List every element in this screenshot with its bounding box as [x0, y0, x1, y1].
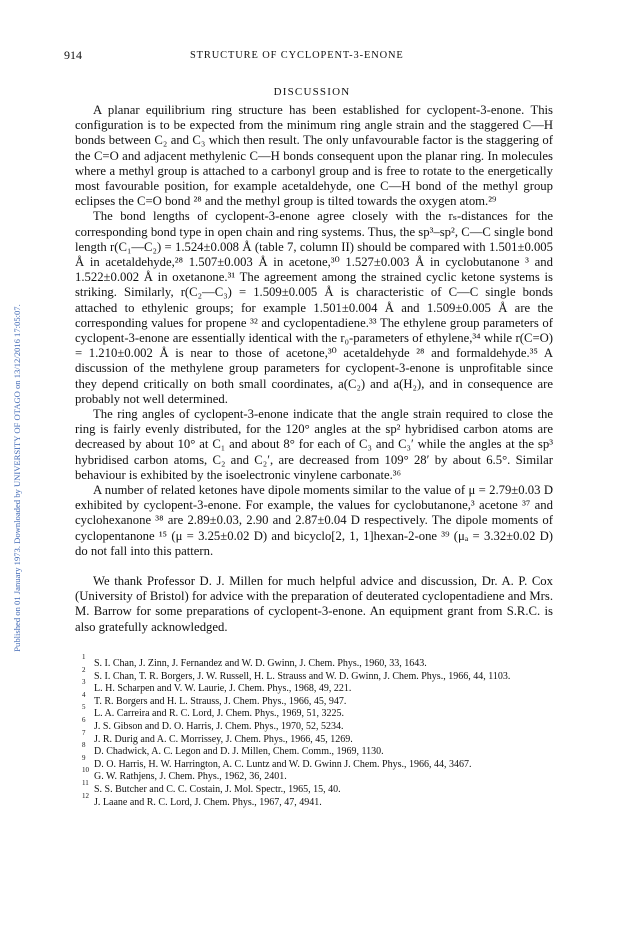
- acknowledgement: [75, 574, 553, 635]
- reference-text: J. S. Gibson and D. O. Harris, J. Chem. Phys., 1970, 52, 5234.: [94, 720, 344, 732]
- reference-item: 2 S. I. Chan, T. R. Borgers, J. W. Russell, H. L. Strauss and W. D. Gwinn, J. Chem. Phys., 1966, 44, 1103.: [82, 665, 511, 682]
- paragraph: A planar equilibrium ring structure has been established for cyclopent-3-enone. This configuration is to be expected from the minimum ring angle strain and the staggered C—H bonds between C₂ and C₃ which then result. The only unfavourable factor is the staggering of the C=O and adjacent methylenic C—H bonds consequent upon the planar ring. In molecules where a methyl group is attached to a carbonyl group and is free to rotate to the energetically most favourable position, for example acetaldehyde, one C—H bond of the methyl group eclipses the C=O bond ²⁸ and the methyl group is tilted towards the oxygen atom.²⁹: [75, 103, 553, 209]
- reference-text: L. H. Scharpen and V. W. Laurie, J. Chem. Phys., 1968, 49, 221.: [94, 683, 352, 695]
- reference-item: 8 D. Chadwick, A. C. Legon and D. J. Millen, Chem. Comm., 1969, 1130.: [82, 741, 384, 758]
- section-heading: DISCUSSION: [273, 86, 351, 98]
- reference-text: G. W. Rathjens, J. Chem. Phys., 1962, 36, 2401.: [94, 771, 287, 783]
- reference-text: T. R. Borgers and H. L. Strauss, J. Chem. Phys., 1966, 45, 947.: [94, 695, 347, 707]
- paragraph: A number of related ketones have dipole moments similar to the value of μ = 2.79±0.03 D exhibited by cyclopent-3-enone. For example, the values for cyclobutanone,³ acetone ³⁷ and cyclohexanone ³⁸ are 2.89±0.03, 2.90 and 2.87±0.04 D respectively. The dipole moments of cyclopentanone ¹⁵ (μ = 3.25±0.02 D) and bicyclo[2, 1, 1]hexan-2-one ³⁹ (μₐ = 3.32±0.02 D) do not fall into this pattern.: [75, 483, 553, 558]
- reference-item: 11 S. S. Butcher and C. C. Costain, J. Mol. Spectr., 1965, 15, 40.: [82, 778, 341, 795]
- reference-item: 4 T. R. Borgers and H. L. Strauss, J. Chem. Phys., 1966, 45, 947.: [82, 690, 347, 707]
- reference-text: D. O. Harris, H. W. Harrington, A. C. Luntz and W. D. Gwinn J. Chem. Phys., 1966, 44, 3467.: [94, 758, 472, 770]
- reference-text: J. Laane and R. C. Lord, J. Chem. Phys., 1967, 47, 4941.: [94, 796, 322, 808]
- reference-list: [82, 653, 562, 809]
- reference-item: 6 J. S. Gibson and D. O. Harris, J. Chem. Phys., 1970, 52, 5234.: [82, 715, 344, 732]
- reference-text: J. R. Durig and A. C. Morrissey, J. Chem. Phys., 1966, 45, 1269.: [94, 733, 353, 745]
- reference-item: 1 S. I. Chan, J. Zinn, J. Fernandez and W. D. Gwinn, J. Chem. Phys., 1960, 33, 1643.: [82, 653, 427, 669]
- reference-text: S. I. Chan, T. R. Borgers, J. W. Russell, H. L. Strauss and W. D. Gwinn, J. Chem. Phys., 1966, 44, 1103.: [94, 670, 511, 682]
- reference-item: 12 J. Laane and R. C. Lord, J. Chem. Phys., 1967, 47, 4941.: [82, 791, 322, 808]
- running-head: STRUCTURE OF CYCLOPENT-3-ENONE: [190, 50, 404, 61]
- reference-item: 5 L. A. Carreira and R. C. Lord, J. Chem. Phys., 1969, 51, 3225.: [82, 703, 344, 720]
- reference-text: S. S. Butcher and C. C. Costain, J. Mol. Spectr., 1965, 15, 40.: [94, 783, 341, 795]
- reference-text: D. Chadwick, A. C. Legon and D. J. Millen, Chem. Comm., 1969, 1130.: [94, 746, 384, 758]
- reference-item: 3 L. H. Scharpen and V. W. Laurie, J. Chem. Phys., 1968, 49, 221.: [82, 678, 352, 695]
- acknowledgement-paragraph: We thank Professor D. J. Millen for much helpful advice and discussion, Dr. A. P. Cox (University of Bristol) for advice with the preparation of deuterated cyclopentadiene and Mrs. M. Barrow for some preparations of cyclopent-3-enone. An equipment grant from S.R.C. is also gratefully acknowledged.: [75, 574, 553, 634]
- reference-item: 9 D. O. Harris, H. W. Harrington, A. C. Luntz and W. D. Gwinn J. Chem. Phys., 1966, 44, 3467.: [82, 753, 472, 770]
- reference-text: S. I. Chan, J. Zinn, J. Fernandez and W. D. Gwinn, J. Chem. Phys., 1960, 33, 1643.: [94, 658, 427, 669]
- publication-download-note: Published on 01 January 1973. Downloaded by UNIVERSITY OF OTAGO on 13/12/2016 17:05:07.: [12, 304, 22, 652]
- paragraph: The ring angles of cyclopent-3-enone indicate that the angle strain required to close the ring is fairly evenly distributed, for the 120° angles at the sp² hybridised carbon atoms are decreased by about 10° at C₁ and about 8° for each of C₃ and C₃′ while the angles at the sp³ hybridised carbon atoms, C₂ and C₂′, are decreased from 109° 28′ by about 6.5°. Similar behaviour is exhibited by the isoelectronic vinylene carbonate.³⁶: [75, 407, 553, 482]
- page-number: 914: [64, 48, 82, 62]
- reference-text: L. A. Carreira and R. C. Lord, J. Chem. Phys., 1969, 51, 3225.: [94, 708, 344, 720]
- discussion-body: [75, 103, 553, 559]
- reference-item: 10 G. W. Rathjens, J. Chem. Phys., 1962, 36, 2401.: [82, 766, 287, 783]
- reference-item: 7 J. R. Durig and A. C. Morrissey, J. Chem. Phys., 1966, 45, 1269.: [82, 728, 353, 745]
- paragraph: The bond lengths of cyclopent-3-enone agree closely with the rₛ-distances for the corresponding bond type in open chain and ring systems. Thus, the sp³–sp², C—C single bond length r(C₁—C₂) = 1.524±0.008 Å (table 7, column II) should be compared with 1.501±0.005 Å in acetaldehyde,²⁸ 1.507±0.003 Å in acetone,³⁰ 1.527±0.003 Å in cyclobutanone ³ and 1.522±0.002 Å in oxetanone.³¹ The agreement among the strained cyclic ketone systems is striking. Similarly, r(C₂—C₃) = 1.509±0.005 Å is characteristic of C—C single bonds attached to ethylenic groups; for example 1.501±0.004 Å and 1.509±0.005 Å are the corresponding values for propene ³² and cyclopentadiene.³³ The ethylene group parameters of cyclopent-3-enone are essentially identical with the r₀-parameters of ethylene,³⁴ while r(C=O) = 1.210±0.002 Å is near to those of acetone,³⁰ acetaldehyde ²⁸ and formaldehyde.³⁵ A discussion of the methylene group parameters for cyclopent-3-enone is unprofitable since they depend critically on both small coordinates, a(C₂) and a(H₂), and in consequence are probably not well determined.: [75, 209, 553, 406]
